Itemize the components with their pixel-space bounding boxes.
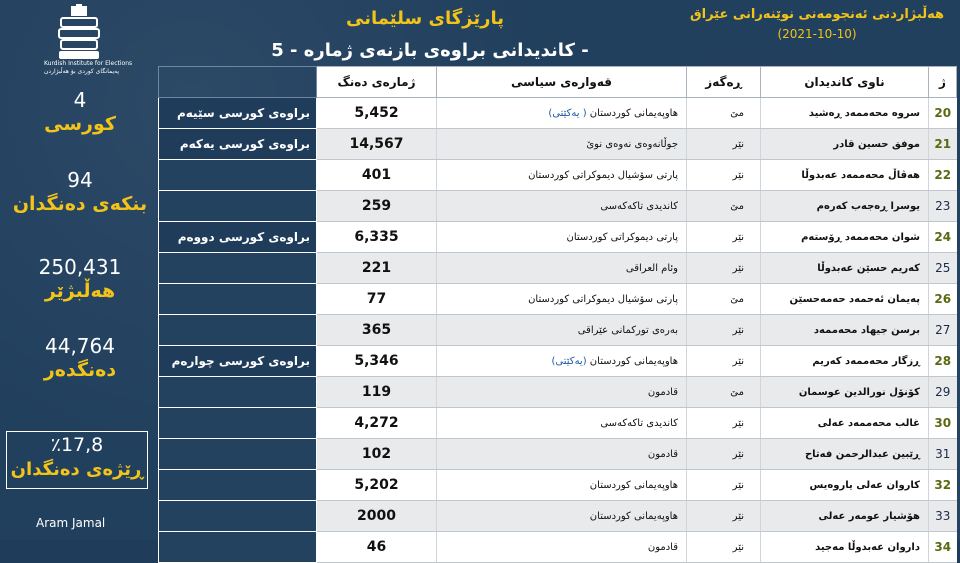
party-label: هاوپەیمانی کوردستان — [589, 479, 678, 491]
candidate-name: هۆشیار عومەر عەلی — [761, 501, 929, 532]
candidate-number: 34 — [929, 532, 957, 563]
candidates-table — [158, 66, 957, 563]
candidate-number: 32 — [929, 470, 957, 501]
winner-status: براوەی کورسی چوارەم — [159, 346, 317, 377]
winner-status: براوەی کورسی دووەم — [159, 222, 317, 253]
candidate-number: 22 — [929, 160, 957, 191]
candidate-number: 20 — [929, 98, 957, 129]
candidate-name: برسن جیهاد محەممەد — [761, 315, 929, 346]
party-label: هاوپەیمانی کوردستان — [589, 107, 678, 119]
party-label: جوڵانەوەی نەوەی نوێ — [586, 138, 678, 150]
candidate-number: 28 — [929, 346, 957, 377]
candidate-name: غالب محەممەد عەلی — [761, 408, 929, 439]
author-credit: Aram Jamal — [36, 516, 106, 530]
header-status — [159, 67, 317, 98]
stat-voters — [0, 255, 160, 303]
table-row — [159, 284, 957, 315]
table-row — [159, 439, 957, 470]
candidate-name: داروان عەبدوڵا مەجید — [761, 532, 929, 563]
election-title: هەڵبژاردنی ئەنجومەنی نوێنەرانی عێراق — [690, 7, 944, 22]
winner-status — [159, 253, 317, 284]
party-name — [437, 532, 687, 563]
table-row — [159, 222, 957, 253]
candidate-name: سروە محەممەد ڕەشید — [761, 98, 929, 129]
candidate-number: 27 — [929, 315, 957, 346]
candidate-gender: مێ — [687, 377, 761, 408]
candidate-gender: نێر — [687, 439, 761, 470]
winner-status: براوەی کورسی سێیەم — [159, 98, 317, 129]
stat-voted-value: 44,764 — [45, 334, 115, 358]
page-subtitle: کاندیدانی براوەی بازنەی ژمارە - 5 - — [271, 40, 589, 61]
page-title: پارێزگای سلێمانی — [345, 8, 505, 29]
stat-stations-label: بنکەی دەنگدان — [12, 193, 148, 215]
vote-count: 365 — [317, 315, 437, 346]
table-row — [159, 160, 957, 191]
vote-count: 5,202 — [317, 470, 437, 501]
party-label: پارتی دیموکراتی کوردستان — [566, 231, 678, 243]
candidate-name: کەریم حسێن عەبدوڵا — [761, 253, 929, 284]
party-name — [437, 98, 687, 129]
winner-status — [159, 470, 317, 501]
header-gender: ڕەگەز — [687, 67, 761, 98]
winner-status — [159, 191, 317, 222]
party-label: وئام العراقی — [625, 262, 678, 274]
candidate-number: 24 — [929, 222, 957, 253]
vote-count: 46 — [317, 532, 437, 563]
stat-seats-label: کورسی — [44, 113, 116, 135]
party-label: بەرەی تورکمانی عێراقی — [577, 324, 678, 336]
winner-status — [159, 160, 317, 191]
stat-voted — [0, 334, 160, 382]
party-name — [437, 191, 687, 222]
party-name — [437, 501, 687, 532]
stat-turnout-value: ٪17,8 — [50, 434, 104, 456]
candidate-number: 30 — [929, 408, 957, 439]
winner-status — [159, 408, 317, 439]
candidate-gender: نێر — [687, 532, 761, 563]
party-label: قادمون — [647, 448, 678, 460]
vote-count: 6,335 — [317, 222, 437, 253]
party-name — [437, 377, 687, 408]
vote-count: 5,452 — [317, 98, 437, 129]
candidate-gender: نێر — [687, 222, 761, 253]
party-label: پارتی سۆشیال دیموکراتی کوردستان — [528, 293, 678, 305]
stat-voters-label: هەڵبژێر — [44, 280, 116, 302]
candidate-gender: مێ — [687, 284, 761, 315]
header-num: ژ — [929, 67, 957, 98]
party-label: پارتی سۆشیال دیموکراتی کوردستان — [528, 169, 678, 181]
table-header-row — [159, 67, 957, 98]
stat-voters-value: 250,431 — [38, 255, 122, 279]
stat-voted-label: دەنگدەر — [43, 359, 117, 381]
party-label: کاندیدی تاکەکەسی — [600, 200, 678, 212]
party-sublabel: (یەکێتی) — [551, 355, 587, 367]
table-row — [159, 377, 957, 408]
party-label: هاوپەیمانی کوردستان — [589, 355, 678, 367]
header-name: ناوی کاندیدان — [761, 67, 929, 98]
candidate-gender: نێر — [687, 346, 761, 377]
vote-count: 221 — [317, 253, 437, 284]
party-name — [437, 284, 687, 315]
candidate-gender: نێر — [687, 501, 761, 532]
header-votes: ژمارەی دەنگ — [317, 67, 437, 98]
winner-status — [159, 284, 317, 315]
table-row — [159, 346, 957, 377]
stat-turnout — [6, 431, 148, 489]
candidate-number: 26 — [929, 284, 957, 315]
table-row — [159, 408, 957, 439]
winner-status — [159, 439, 317, 470]
candidate-gender: نێر — [687, 129, 761, 160]
candidate-name: موفق حسین قادر — [761, 129, 929, 160]
candidate-number: 33 — [929, 501, 957, 532]
candidate-number: 21 — [929, 129, 957, 160]
candidate-gender: نێر — [687, 408, 761, 439]
stat-stations — [0, 168, 160, 216]
candidate-gender: نێر — [687, 315, 761, 346]
stat-turnout-label: ڕێژەی دەنگدان — [10, 459, 144, 480]
candidate-gender: مێ — [687, 98, 761, 129]
candidate-name: شوان محەممەد ڕۆستەم — [761, 222, 929, 253]
table-row — [159, 253, 957, 284]
vote-count: 102 — [317, 439, 437, 470]
party-name — [437, 470, 687, 501]
party-name — [437, 346, 687, 377]
party-name — [437, 408, 687, 439]
party-label: هاوپەیمانی کوردستان — [589, 510, 678, 522]
candidate-name: ڕزگار محەممەد کەریم — [761, 346, 929, 377]
logo-text-en: Kurdish Institute for Elections — [44, 60, 133, 67]
election-date: (2021-10-10) — [777, 27, 857, 41]
winner-status — [159, 532, 317, 563]
party-name — [437, 439, 687, 470]
candidate-gender: نێر — [687, 470, 761, 501]
vote-count: 14,567 — [317, 129, 437, 160]
stat-seats-value: 4 — [73, 88, 87, 112]
vote-count: 401 — [317, 160, 437, 191]
institute-logo — [44, 4, 133, 86]
table-row — [159, 501, 957, 532]
party-label: قادمون — [647, 541, 678, 553]
winner-status — [159, 377, 317, 408]
sidebar — [0, 0, 160, 540]
logo-text-ku: پەیمانگای کوردی بۆ هەڵبژاردن — [44, 68, 120, 75]
candidate-gender: نێر — [687, 253, 761, 284]
vote-count: 2000 — [317, 501, 437, 532]
header-party: قەوارەی سیاسی — [437, 67, 687, 98]
table-row — [159, 98, 957, 129]
candidate-gender: مێ — [687, 191, 761, 222]
vote-count: 77 — [317, 284, 437, 315]
party-name — [437, 315, 687, 346]
vote-count: 119 — [317, 377, 437, 408]
winner-status — [159, 315, 317, 346]
party-label: کاندیدی تاکەکەسی — [600, 417, 678, 429]
election-ribbon — [686, 6, 948, 42]
party-name — [437, 253, 687, 284]
candidate-name: پەیمان ئەحمەد حەمەحسێن — [761, 284, 929, 315]
party-label: قادمون — [647, 386, 678, 398]
party-name — [437, 160, 687, 191]
candidate-name: کۆنۆل نورالدین عوسمان — [761, 377, 929, 408]
stat-stations-value: 94 — [67, 168, 93, 192]
vote-count: 4,272 — [317, 408, 437, 439]
party-name — [437, 129, 687, 160]
table-row — [159, 129, 957, 160]
vote-count: 259 — [317, 191, 437, 222]
candidate-name: یوسرا ڕەجەب کەرەم — [761, 191, 929, 222]
books-ballot-icon — [57, 4, 101, 60]
candidate-number: 23 — [929, 191, 957, 222]
candidate-name: کاروان عەلی یاروەیس — [761, 470, 929, 501]
table-row — [159, 532, 957, 563]
party-name — [437, 222, 687, 253]
candidate-number: 25 — [929, 253, 957, 284]
candidate-name: ڕێبین عبدالرحمن فەتاح — [761, 439, 929, 470]
party-sublabel: ( یەکێتی) — [548, 107, 587, 119]
vote-count: 5,346 — [317, 346, 437, 377]
candidate-number: 31 — [929, 439, 957, 470]
table-row — [159, 470, 957, 501]
winner-status: براوەی کورسی یەکەم — [159, 129, 317, 160]
winner-status — [159, 501, 317, 532]
table-row — [159, 191, 957, 222]
candidate-number: 29 — [929, 377, 957, 408]
candidate-gender: نێر — [687, 160, 761, 191]
table-row — [159, 315, 957, 346]
candidate-name: هەڤاڵ محەممەد عەبدوڵا — [761, 160, 929, 191]
stat-seats — [0, 88, 160, 136]
